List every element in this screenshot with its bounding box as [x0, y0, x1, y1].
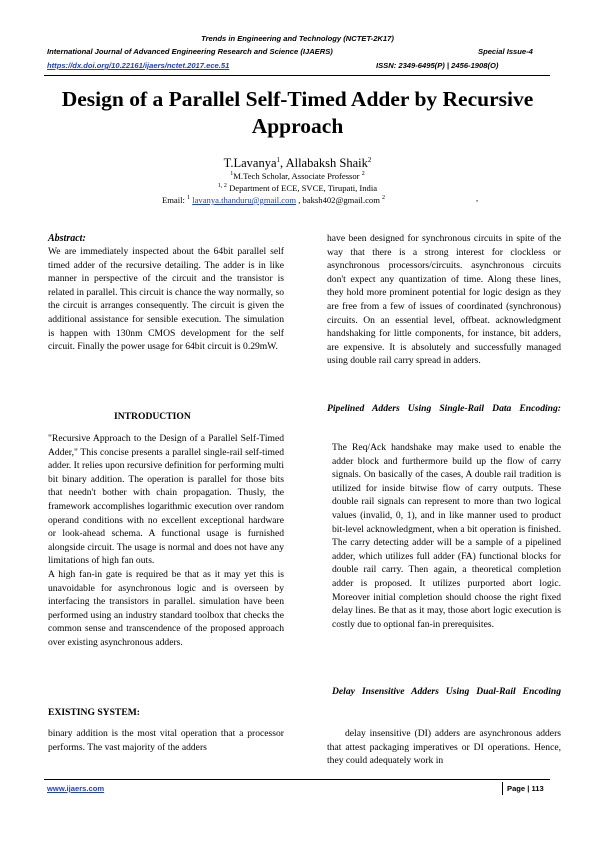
- author-1: T.Lavanya: [223, 156, 277, 171]
- doi-link[interactable]: https://dx.doi.org/10.22161/ijaers/nctet.2017.ece.51: [47, 61, 230, 70]
- abstract-text: [48, 245, 284, 354]
- affil-2-text: Department of ECE, SVCE, Tirupati, India: [226, 182, 378, 193]
- abstract-heading: Abstract:: [48, 233, 86, 244]
- email-line: [162, 193, 385, 206]
- email-sup-1: 1: [187, 195, 191, 201]
- page-number: Page | 113: [507, 784, 544, 793]
- right-text-1: [327, 232, 561, 368]
- author-2-sup: 2: [367, 156, 372, 164]
- existing-system-heading: EXISTING SYSTEM:: [48, 707, 140, 718]
- issue-label: Special Issue-4: [478, 47, 533, 56]
- intro-heading: INTRODUCTION: [114, 411, 191, 422]
- email-label: Email:: [162, 194, 188, 205]
- email-2: , baksh402@gmail.com: [296, 194, 383, 205]
- existing-paragraph: binary addition is the most vital operation that a processor performs. The vast majority of the adders: [48, 728, 284, 753]
- intro-paragraph-2: A high fan-in gate is required be that as it may yet this is unavoidable for asynchronous logic and is overseen by interfacing the transistors in parallel. simulation have been performed using an industry standard toolbox that checks the common sense and transcendence of the proposed approach over existing asynchronous adders.: [48, 568, 284, 648]
- affil-1-sup-2: 2: [361, 171, 365, 177]
- email-link-1[interactable]: lavanya.thanduru@gmail.com: [192, 194, 297, 205]
- footer-divider: [502, 782, 503, 795]
- header-rule: [44, 75, 550, 76]
- pipelined-adders-heading: Pipelined Adders Using Single-Rail Data Encoding:: [327, 403, 561, 414]
- affil-1-text: M.Tech Scholar, Associate Professor: [233, 170, 360, 181]
- delay-insensitive-heading: Delay Insensitive Adders Using Dual-Rail Encoding: [332, 686, 561, 697]
- delay-text: [327, 727, 561, 768]
- email-sup-2: 2: [382, 195, 386, 201]
- pipelined-text: [332, 441, 561, 631]
- footer-rule: [44, 779, 550, 780]
- paper-title: Design of a Parallel Self-Timed Adder by Recursive Approach: [61, 87, 534, 138]
- right-paragraph-1: have been designed for synchronous circuits in spite of the way that there is a strong interest for clockless or asynchronous processors/circuits. asynchronous circuits don't expect any quantization of time. Along these lines, they hold more prominent potential for logic design as they are free from a few of issues of coordinated (synchronous) circuits. On an essential level, offbeat. acknowledgment handshaking for little components, for instance, bit adders, are expensive. It is absolutely and successfully managed using double rail carry spread in adders.: [327, 233, 561, 367]
- abstract-paragraph: We are immediately inspected about the 64bit parallel self timed adder of the recursive detailing. The adder is in like manner in perspective of the circuit and the transistor is related in parallel. This circuit is chance the way normally, so the circuit is arranges consequently. The circuit is given the additional assistance for sensible execution. The simulation is happen with 130nm CMOS development for the self circuit. Finally the power usage for 64bit circuit is 0.29mW.: [48, 246, 284, 353]
- issn-label: ISSN: 2349-6495(P) | 2456-1908(O): [376, 61, 499, 70]
- website-link[interactable]: www.ijaers.com: [47, 784, 105, 793]
- email-tail: ,: [476, 193, 479, 203]
- conference-name: Trends in Engineering and Technology (NCTET-2K17): [201, 34, 394, 43]
- affiliation-line-1: [0, 169, 595, 182]
- affil-2-sup: 1, 2: [217, 183, 227, 189]
- author-1-sup: 1: [276, 156, 281, 164]
- author-2: , Allabaksh Shaik: [280, 156, 368, 171]
- intro-paragraph-1: "Recursive Approach to the Design of a Parallel Self-Timed Adder," This concise presents a parallel single-rail self-timed adder. It relies upon recursive definition for performing multi bit binary addition. The operation is parallel for those bits that needn't bother with chain propagation. Thusly, the framework accomplishes logarithmic execution over random operand conditions with no excellent exceptional hardware or look-ahead schema. A functional usage is furnished alongside circuit. The usage is normal and does not have any limitations of high fan outs.: [48, 433, 284, 567]
- existing-text: [48, 727, 284, 754]
- intro-text: [48, 432, 284, 650]
- affil-1-sup: 1: [230, 171, 234, 177]
- affiliation-line-2: [0, 181, 595, 194]
- pipelined-paragraph: The Req/Ack handshake may make used to enable the adder block and furthermore build up the flow of carry signals. On basically of the cases, A double rail tradition is utilized for inside bitwise flow of carry outputs. These double rail signals can represent to more than two logical values (invalid, 0, 1), and in like manner used to product bit-level acknowledgment, when a bit operation is finished. The carry detecting adder will be a sample of a pipelined adder, which utilizes full adder (FA) functional blocks for double rail carry. Then again, a theoretical completion adder is proposed. It utilizes purported abort logic. Moreover initial completion should choose the right fixed delay lines. Be that as it may, those abort logic execution is costly due to optional fan-in prerequisites.: [332, 442, 561, 630]
- journal-name: International Journal of Advanced Engineering Research and Science (IJAERS): [47, 47, 333, 56]
- delay-paragraph: delay insensitive (DI) adders are asynchronous adders that attest packaging imperatives or DI operations. Hence, they could adequately work in: [327, 728, 561, 767]
